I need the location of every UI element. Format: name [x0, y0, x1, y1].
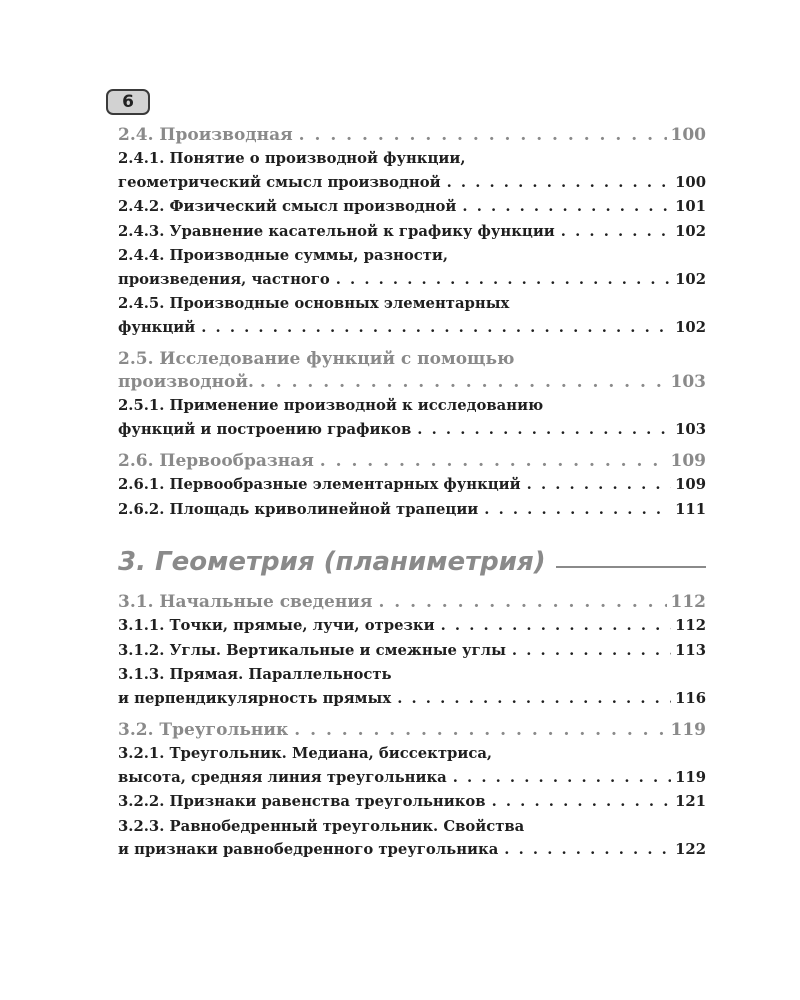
toc-section-entry[interactable] [118, 124, 706, 147]
dot-leader [441, 614, 672, 638]
toc-section-entry[interactable] [118, 591, 706, 614]
toc-subsection-entry[interactable] [118, 473, 706, 497]
toc-section-entry[interactable] [118, 719, 706, 742]
toc-subsection-entry[interactable] [118, 790, 706, 814]
entry-page-number: 109 [670, 451, 706, 471]
toc-section-entry[interactable] [118, 450, 706, 473]
entry-title-line: произведения, частного [118, 270, 330, 288]
dot-leader [512, 639, 671, 663]
entry-page-number: 102 [675, 222, 706, 240]
entry-page-number: 100 [670, 125, 706, 145]
toc-subsection-entry[interactable] [118, 614, 706, 638]
entry-title-line: функций [118, 318, 196, 336]
entry-title-line: 3.2.2. Признаки равенства треугольников [118, 793, 486, 810]
entry-title-line: 2.4.5. Производные основных элементарных [118, 295, 510, 312]
toc-subsection-entry[interactable] [118, 244, 706, 291]
dot-leader [561, 220, 671, 244]
toc-subsection-entry[interactable] [118, 220, 706, 244]
entry-page-number: 103 [675, 420, 706, 438]
entry-title-line: 2.5.1. Применение производной к исследованию [118, 397, 544, 414]
chapter-title: 3. Геометрия (планиметрия) [118, 547, 546, 577]
entry-title-line: 2.4.2. Физический смысл производной [118, 198, 457, 215]
entry-page-number: 111 [675, 500, 706, 518]
entry-page-number: 121 [675, 793, 706, 810]
toc-subsection-entry[interactable] [118, 498, 706, 522]
dot-leader [453, 766, 671, 790]
entry-title-line: производной. [118, 372, 254, 392]
dot-leader [462, 195, 671, 219]
toc-subsection-entry[interactable] [118, 394, 706, 441]
toc-subsection-entry[interactable] [118, 639, 706, 663]
dot-leader [447, 171, 672, 195]
dot-leader [201, 316, 671, 340]
dot-leader [417, 418, 671, 442]
dot-leader [378, 591, 666, 614]
entry-title-line: 2.4.1. Понятие о производной функции, [118, 150, 466, 167]
dot-leader [527, 473, 671, 497]
entry-title-line: 2.4. Производная [118, 125, 293, 145]
dot-leader [504, 838, 671, 862]
entry-page-number: 119 [670, 720, 706, 740]
entry-title-line: 2.6. Первообразная [118, 451, 314, 471]
entry-page-number: 102 [675, 318, 706, 336]
entry-page-number: 119 [675, 768, 706, 786]
toc-subsection-entry[interactable] [118, 663, 706, 710]
entry-title-line: и признаки равнобедренного треугольника [118, 841, 499, 858]
chapter-heading [118, 547, 706, 577]
toc-subsection-entry[interactable] [118, 292, 706, 339]
entry-title-line: 3.1.1. Точки, прямые, лучи, отрезки [118, 617, 435, 634]
entry-title-line: 2.4.3. Уравнение касательной к графику функции [118, 222, 555, 240]
entry-title-line: 3.1.2. Углы. Вертикальные и смежные углы [118, 641, 506, 659]
entry-title-line: и перпендикулярность прямых [118, 689, 392, 707]
dot-leader [484, 498, 671, 522]
entry-page-number: 101 [675, 198, 706, 215]
entry-title-line: 3.1. Начальные сведения [118, 592, 373, 612]
entry-title-line: высота, средняя линия треугольника [118, 768, 447, 786]
dot-leader [294, 719, 666, 742]
toc-subsection-entry[interactable] [118, 815, 706, 862]
entry-title-line: 3.2. Треугольник [118, 720, 289, 740]
entry-page-number: 113 [675, 641, 706, 659]
chapter-rule [556, 566, 706, 568]
page-number-badge: 6 [106, 89, 150, 115]
entry-page-number: 112 [675, 617, 706, 634]
dot-leader [260, 371, 667, 394]
entry-title-line: 3.2.1. Треугольник. Медиана, биссектриса, [118, 745, 493, 762]
entry-page-number: 116 [675, 689, 706, 707]
toc-subsection-entry[interactable] [118, 742, 706, 789]
entry-title-line: 2.4.4. Производные суммы, разности, [118, 247, 449, 264]
dot-leader [320, 450, 667, 473]
entry-page-number: 122 [675, 841, 706, 858]
dot-leader [492, 790, 672, 814]
toc-subsection-entry[interactable] [118, 195, 706, 219]
entry-title-line: 3.2.3. Равнобедренный треугольник. Свойства [118, 817, 525, 835]
entry-title-line: 2.5. Исследование функций с помощью [118, 349, 515, 369]
toc-section-entry[interactable] [118, 348, 706, 394]
entry-title-line: 2.6.2. Площадь криволинейной трапеции [118, 500, 479, 518]
entry-title-line: 3.1.3. Прямая. Параллельность [118, 666, 392, 683]
entry-page-number: 109 [675, 476, 706, 493]
dot-leader [299, 124, 667, 147]
entry-title-line: 2.6.1. Первообразные элементарных функций [118, 476, 521, 493]
entry-title-line: функций и построению графиков [118, 420, 412, 438]
entry-page-number: 100 [675, 173, 706, 191]
entry-page-number: 103 [670, 372, 706, 392]
dot-leader [397, 687, 671, 711]
entry-page-number: 112 [670, 592, 706, 612]
table-of-contents [118, 124, 706, 863]
entry-page-number: 102 [675, 270, 706, 288]
entry-title-line: геометрический смысл производной [118, 173, 441, 191]
dot-leader [336, 268, 671, 292]
toc-subsection-entry[interactable] [118, 147, 706, 194]
